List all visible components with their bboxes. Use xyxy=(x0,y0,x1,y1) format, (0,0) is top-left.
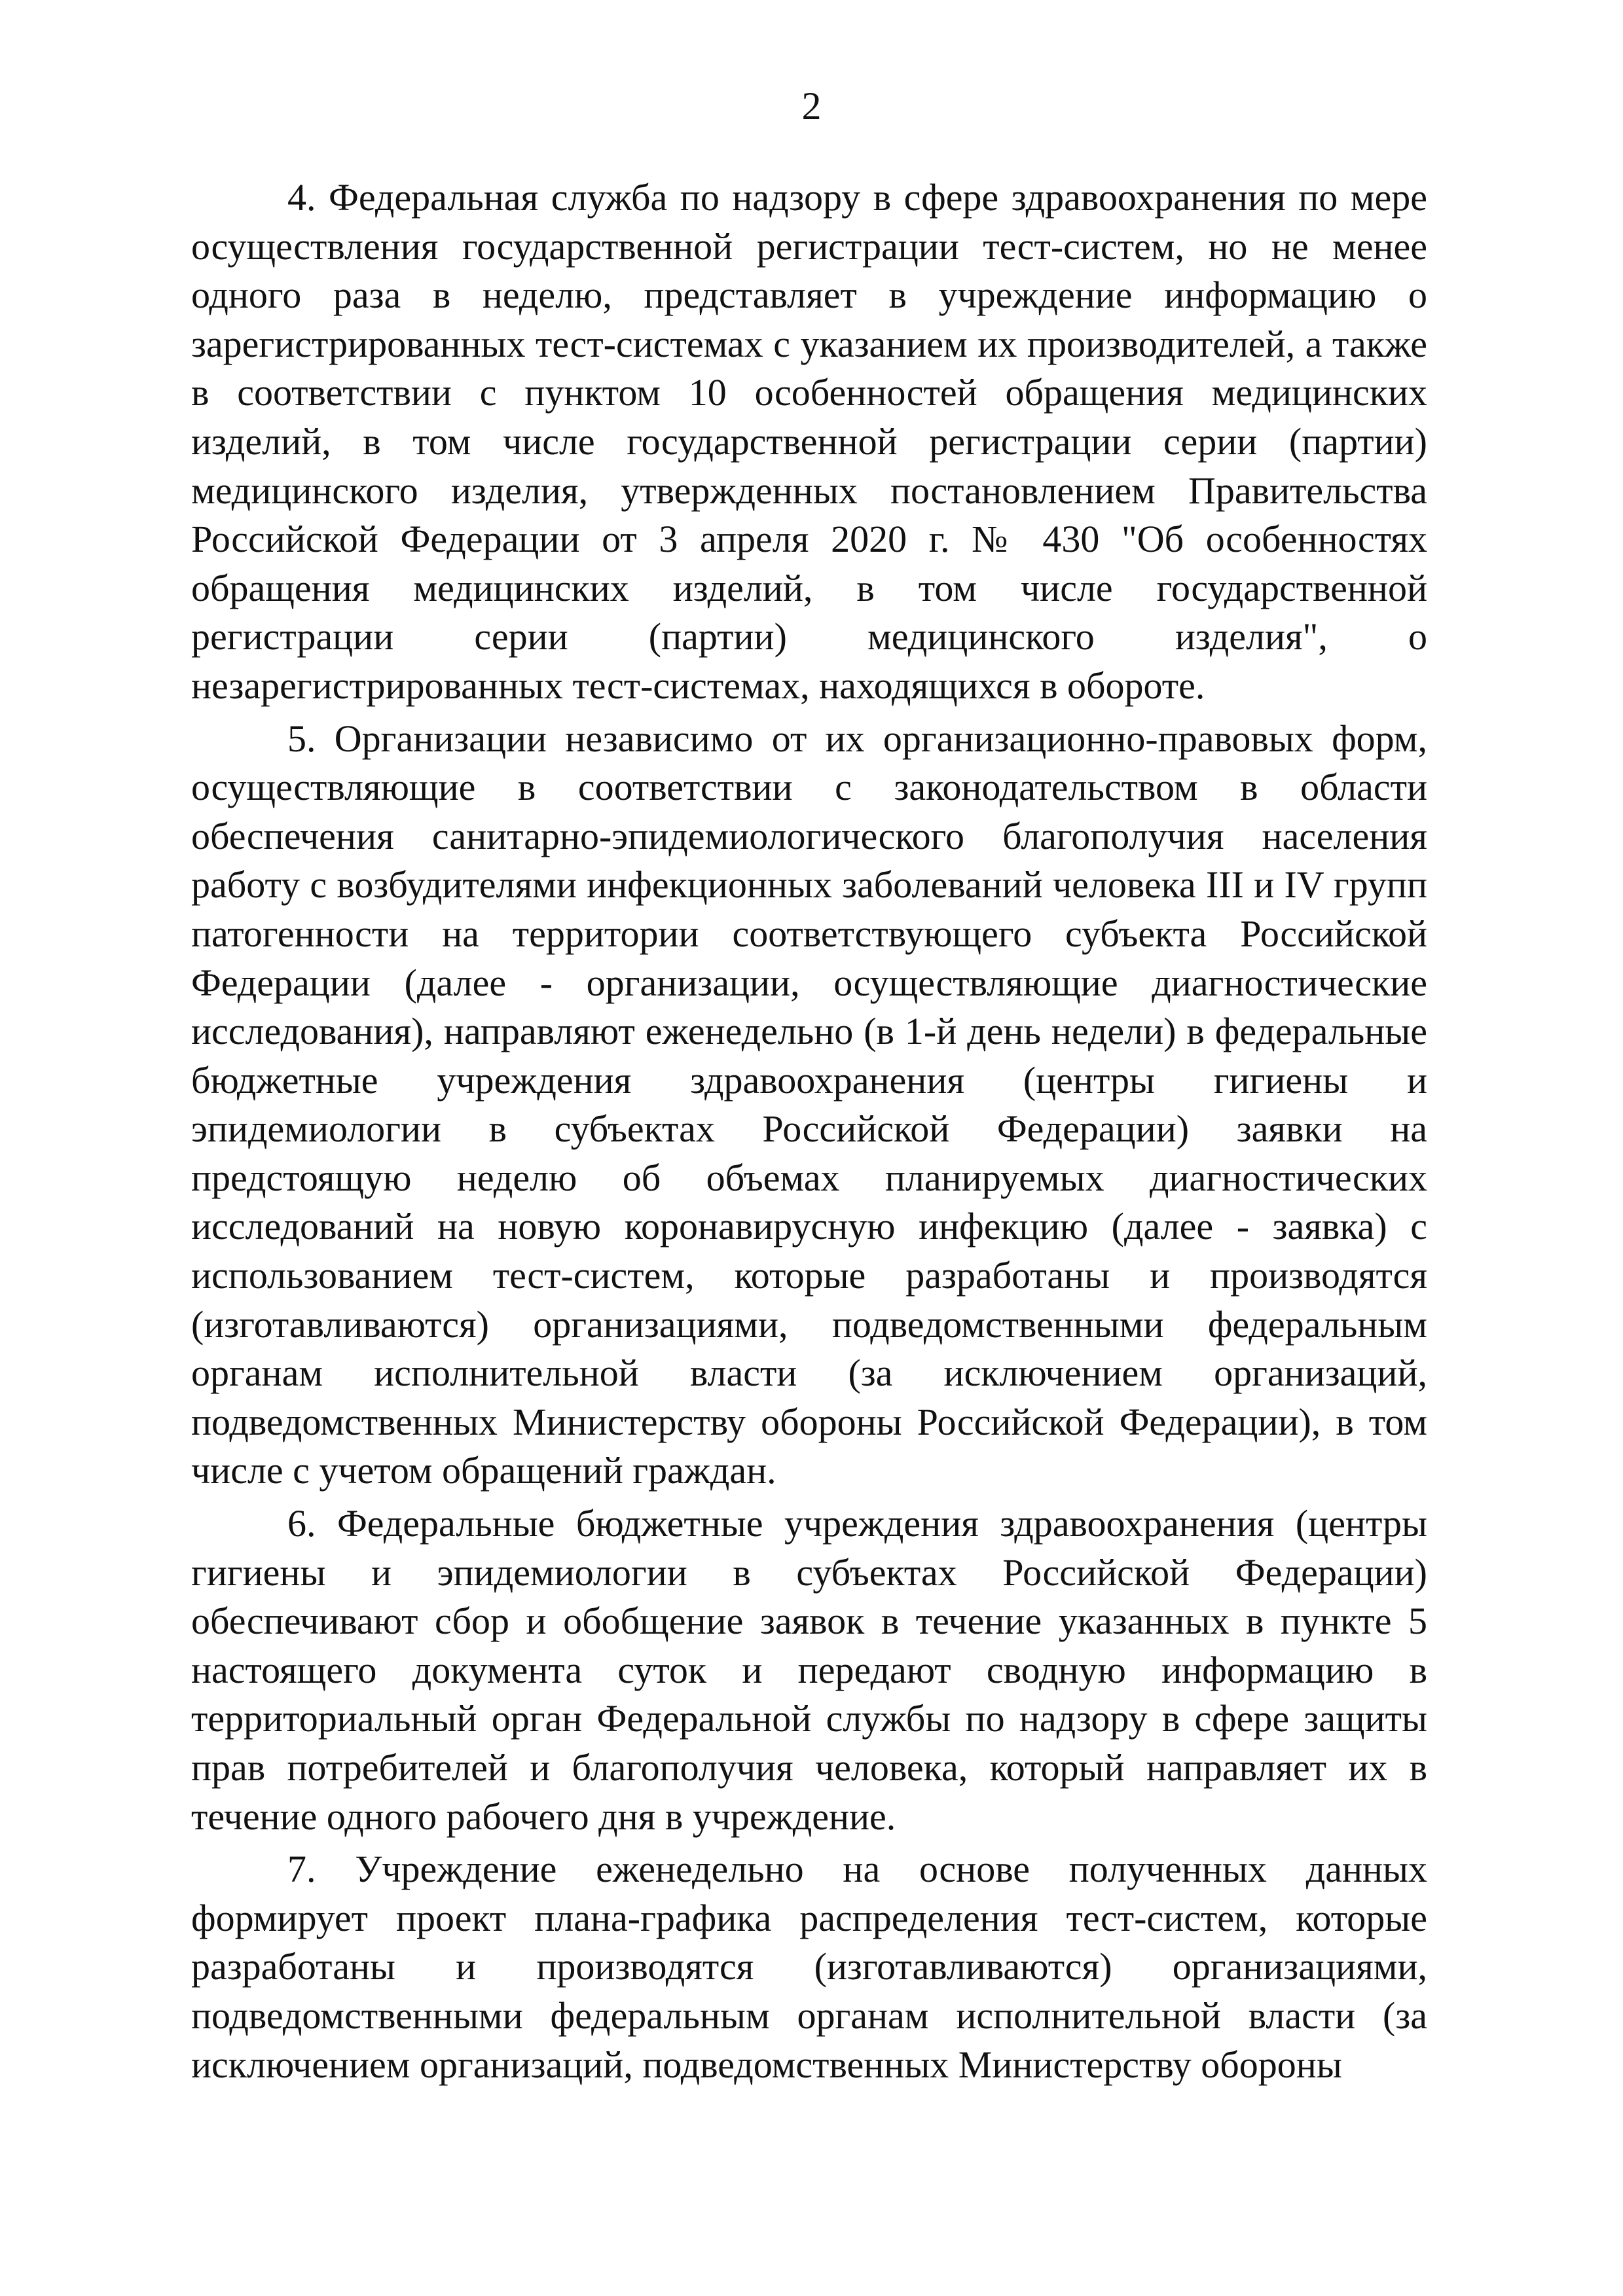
paragraph-6: 6. Федеральные бюджетные учреждения здравоохранения (центры гигиены и эпидемиологии в субъектах Российской Федерации) обеспечивают сбор и обобщение заявок в течение указанных в пункте 5 настоящего документа суток и передают сводную информацию в территориальный орган Федеральной службы по надзору в сфере защиты прав потребителей и благополучия человека, который направляет их в течение одного рабочего дня в учреждение. xyxy=(191,1502,1427,1838)
page-number: 2 xyxy=(801,84,822,128)
document-body xyxy=(191,173,1427,2089)
paragraph-4: 4. Федеральная служба по надзору в сфере здравоохранения по мере осуществления государственной регистрации тест-систем, но не менее одного раза в неделю, представляет в учреждение информацию о зарегистрированных тест-системах с указанием их производителей, а также в соответствии с пунктом 10 особенностей обращения медицинских изделий, в том числе государственной регистрации серии (партии) медицинского изделия, утвержденных постановлением Правительства Российской Федерации от 3 апреля 2020 г. № 430 "Об особенностях обращения медицинских изделий, в том числе государственной регистрации серии (партии) медицинского изделия", о незарегистрированных тест-системах, находящихся в обороте. xyxy=(191,176,1427,707)
paragraph-5: 5. Организации независимо от их организационно-правовых форм, осуществляющие в соответствии с законодательством в области обеспечения санитарно-эпидемиологического благополучия населения работу с возбудителями инфекционных заболеваний человека III и IV групп патогенности на территории соответствующего субъекта Российской Федерации (далее - организации, осуществляющие диагностические исследования), направляют еженедельно (в 1-й день недели) в федеральные бюджетные учреждения здравоохранения (центры гигиены и эпидемиологии в субъектах Российской Федерации) заявки на предстоящую неделю об объемах планируемых диагностических исследований на новую коронавирусную инфекцию (далее - заявка) с использованием тест-систем, которые разработаны и производятся (изготавливаются) организациями, подведомственными федеральным органам исполнительной власти (за исключением организаций, подведомственных Министерству обороны Российской Федерации), в том числе с учетом обращений граждан. xyxy=(191,717,1427,1492)
paragraph-7: 7. Учреждение еженедельно на основе полученных данных формирует проект плана-графика распределения тест-систем, которые разработаны и производятся (изготавливаются) организациями, подведомственными федеральным органам исполнительной власти (за исключением организаций, подведомственных Министерству обороны xyxy=(191,1848,1427,2086)
